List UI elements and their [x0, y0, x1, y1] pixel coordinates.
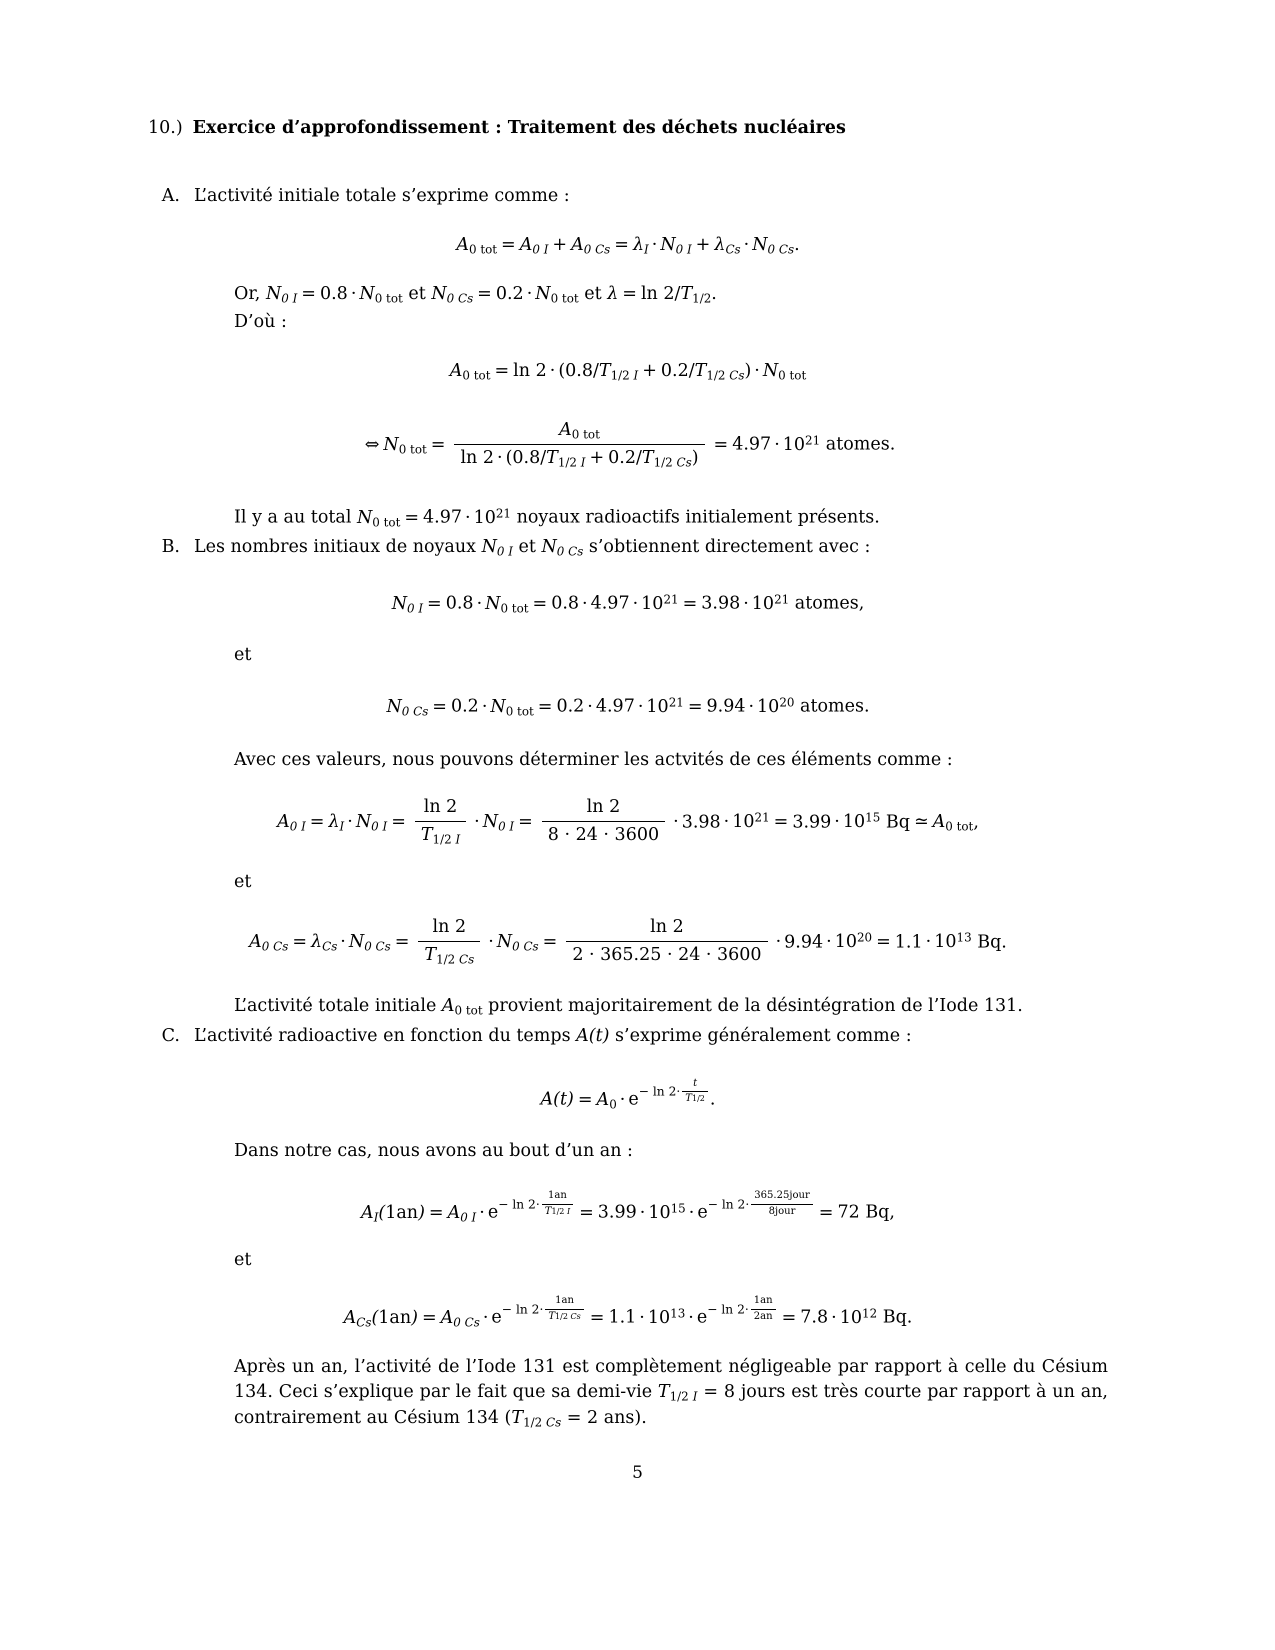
symbol-A: A — [456, 234, 469, 255]
section-a-intro: L’activité initiale totale s’exprime comme : — [194, 186, 570, 206]
exponent-decay-general: − ln 2· $\frac{t}{T1/2}$ — [639, 1078, 710, 1106]
et-separator-2: et — [234, 871, 252, 892]
exponent-decay-Cs-years: − ln 2· $\frac{1an}{2an}$ — [707, 1296, 777, 1324]
exercise-title-text: Exercice d’approfondissement : Traitement des déchets nucléaires — [192, 118, 846, 138]
section-b — [148, 535, 1108, 560]
exercise-number: 10.) — [148, 118, 183, 138]
et-2: et — [584, 284, 602, 305]
equation-n0tot-solved: ⇔ $N_{0 tot}$ = $\frac{A_{0 tot}}{\ln 2 \cdot (0.8/T_{1/2 I} + 0.2/T_{1/2 Cs})}$ = $4.97 \cdot 10^{21}$ atomes. — [364, 419, 896, 470]
section-c — [148, 1024, 1108, 1049]
or-line: Or, $N_{0 I} = 0.8 \cdot N_{0 tot}$ et $N_{0 Cs} = 0.2 \cdot N_{0 tot}$ et $\lambda = \ln 2/T_{1/2}$. — [234, 284, 717, 306]
equation-a0tot-expanded: $A_{0 tot} = \ln 2 \cdot (0.8/T_{1/2 I} + 0.2/T_{1/2 Cs}) \cdot N_{0 tot}$ — [449, 361, 807, 383]
page-content — [148, 118, 1108, 1431]
equation-n0Cs: $N_{0 Cs} = 0.2 \cdot N_{0 tot} = 0.2 \cdot 4.97 \cdot 10^{21} = 9.94 \cdot 10^{20}$ atomes. — [386, 695, 870, 719]
fraction-ln2-over-T-Cs: $\frac{\ln 2}{T_{1/2 Cs}}$ — [418, 917, 480, 967]
equation-a0tot-definition: $A_{0 tot} = A_{0 I} + A_{0 Cs} = \lambda_I \cdot N_{0 I} + \lambda_{Cs} \cdot N_{0 Cs}$. — [456, 234, 800, 257]
equation-AI-1an: $A_I(1an) = A_{0 I} \cdot e- \ln 2\cdot$ $\frac{1an}{T1/2 I}$ = $3.99 \cdot 10^{15} \cdot e- \ln 2\cdot$ $\frac{\text{365.25jour}}{\text{8jour}}$ = 72 Bq, — [361, 1190, 895, 1224]
exponent-decay-I-days: − ln 2· $\frac{\text{365.25jour}}{\text{8jour}}$ — [708, 1191, 815, 1219]
page-number: 5 — [632, 1463, 643, 1483]
section-b-conclusion: L’activité totale initiale $A_{0 tot}$ provient majoritairement de la désintégration de l’Iode 131. — [234, 995, 1023, 1018]
section-a-conclusion: Il y a au total $N_{0 tot} = 4.97 \cdot 10^{21}$ noyaux radioactifs initialement présents. — [234, 505, 880, 529]
section-b-intro: Les nombres initiaux de noyaux $N_{0 I}$ et $N_{0 Cs}$ s’obtiennent directement avec : — [194, 537, 871, 559]
exponent-decay-I: − ln 2· $\frac{1an}{T1/2 I}$ — [498, 1191, 575, 1219]
final-paragraph: Après un an, l’activité de l’Iode 131 est complètement négligeable par rapport à celle du Césium 134. Ceci s’explique par le fait que sa demi-vie $T_{1/2 I} = 8$ jours est très courte par rapport à un an, contrairement au Césium 134 ($T_{1/2 Cs} = 2$ ans). — [234, 1356, 1108, 1430]
fraction-ln2-over-T-I: $\frac{\ln 2}{T_{1/2 I}}$ — [415, 797, 466, 847]
exercise-title — [148, 118, 1108, 138]
section-b-label: B. — [161, 537, 180, 558]
section-c-intro: L’activité radioactive en fonction du temps A(t) s’exprime généralement comme : — [194, 1025, 912, 1046]
equation-a0I: $A_{0 I} = \lambda_I \cdot N_{0 I}$ = $\frac{\ln 2}{T_{1/2 I}}$ · $N_{0 I}$ = $\frac{\ln 2}{8 \cdot 24 \cdot 3600}$ · $3.98 \cdot 10^{21} = 3.99 \cdot 10^{15}$ Bq ≃ $A_{0 tot}$, — [277, 796, 979, 847]
equation-a0Cs: $A_{0 Cs} = \lambda_{Cs} \cdot N_{0 Cs}$ = $\frac{\ln 2}{T_{1/2 Cs}}$ · $N_{0 Cs}$ = $\frac{\ln 2}{2 \cdot 365.25 \cdot 24 \cdot 3600}$ · $9.94 \cdot 10^{20} = 1.1 \cdot 10^{13}$ Bq. — [249, 917, 1007, 967]
section-a-label: A. — [161, 186, 180, 206]
dou-line: D’où : — [234, 311, 287, 332]
section-a — [148, 184, 1108, 209]
et-separator-3: et — [234, 1249, 252, 1270]
dans-notre-cas-text: Dans notre cas, nous avons au bout d’un an : — [234, 1141, 633, 1162]
final-part-5: = 2 ans). — [566, 1407, 647, 1428]
final-part-1: Après un an, l’activité de l’Iode 131 est complètement négligeable par rapport à celle du Césium — [234, 1356, 1108, 1377]
final-part-2: 134. Ceci s’explique par le fait que sa demi-vie — [234, 1382, 653, 1403]
section-c-label: C. — [161, 1025, 180, 1046]
avec-valeurs-text: Avec ces valeurs, nous pouvons déterminer les actvités de ces éléments comme : — [234, 750, 953, 771]
equation-ACs-1an: $A_{Cs}(1an) = A_{0 Cs} \cdot e- \ln 2\cdot$ $\frac{1an}{T1/2 Cs}$ = $1.1 \cdot 10^{13} \cdot e- \ln 2\cdot$ $\frac{1an}{2an}$ = $7.8 \cdot 10^{12}$ Bq. — [343, 1295, 913, 1329]
fraction-n0tot: $\frac{A_{0 tot}}{\ln 2 \cdot (0.8/T_{1/2 I} + 0.2/T_{1/2 Cs})}$ — [454, 420, 704, 470]
exponent-decay-Cs: − ln 2· $\frac{1an}{T1/2 Cs}$ — [502, 1296, 586, 1324]
fraction-ln2-over-seconds-Cs: $\frac{\ln 2}{2 \cdot 365.25 \cdot 24 \cdot 3600}$ — [566, 917, 767, 967]
equation-n0I: $N_{0 I} = 0.8 \cdot N_{0 tot} = 0.8 \cdot 4.97 \cdot 10^{21} = 3.98 \cdot 10^{21}$ atomes, — [391, 592, 865, 616]
fraction-ln2-over-seconds-I: $\frac{\ln 2}{8 \cdot 24 \cdot 3600}$ — [542, 797, 665, 847]
final-part-3: = 8 jours est très courte par rapport à un — [703, 1382, 1075, 1403]
et-1: et — [408, 284, 426, 305]
or-label: Or, — [234, 284, 261, 305]
final-part-4: an, contrairement au Césium 134 ( — [234, 1382, 1108, 1428]
et-separator-1: et — [234, 645, 252, 666]
equation-A-of-t: $A(t) = A_0 \cdot e- \ln 2\cdot$ $\frac{t}{T1/2}$ . — [540, 1077, 716, 1112]
